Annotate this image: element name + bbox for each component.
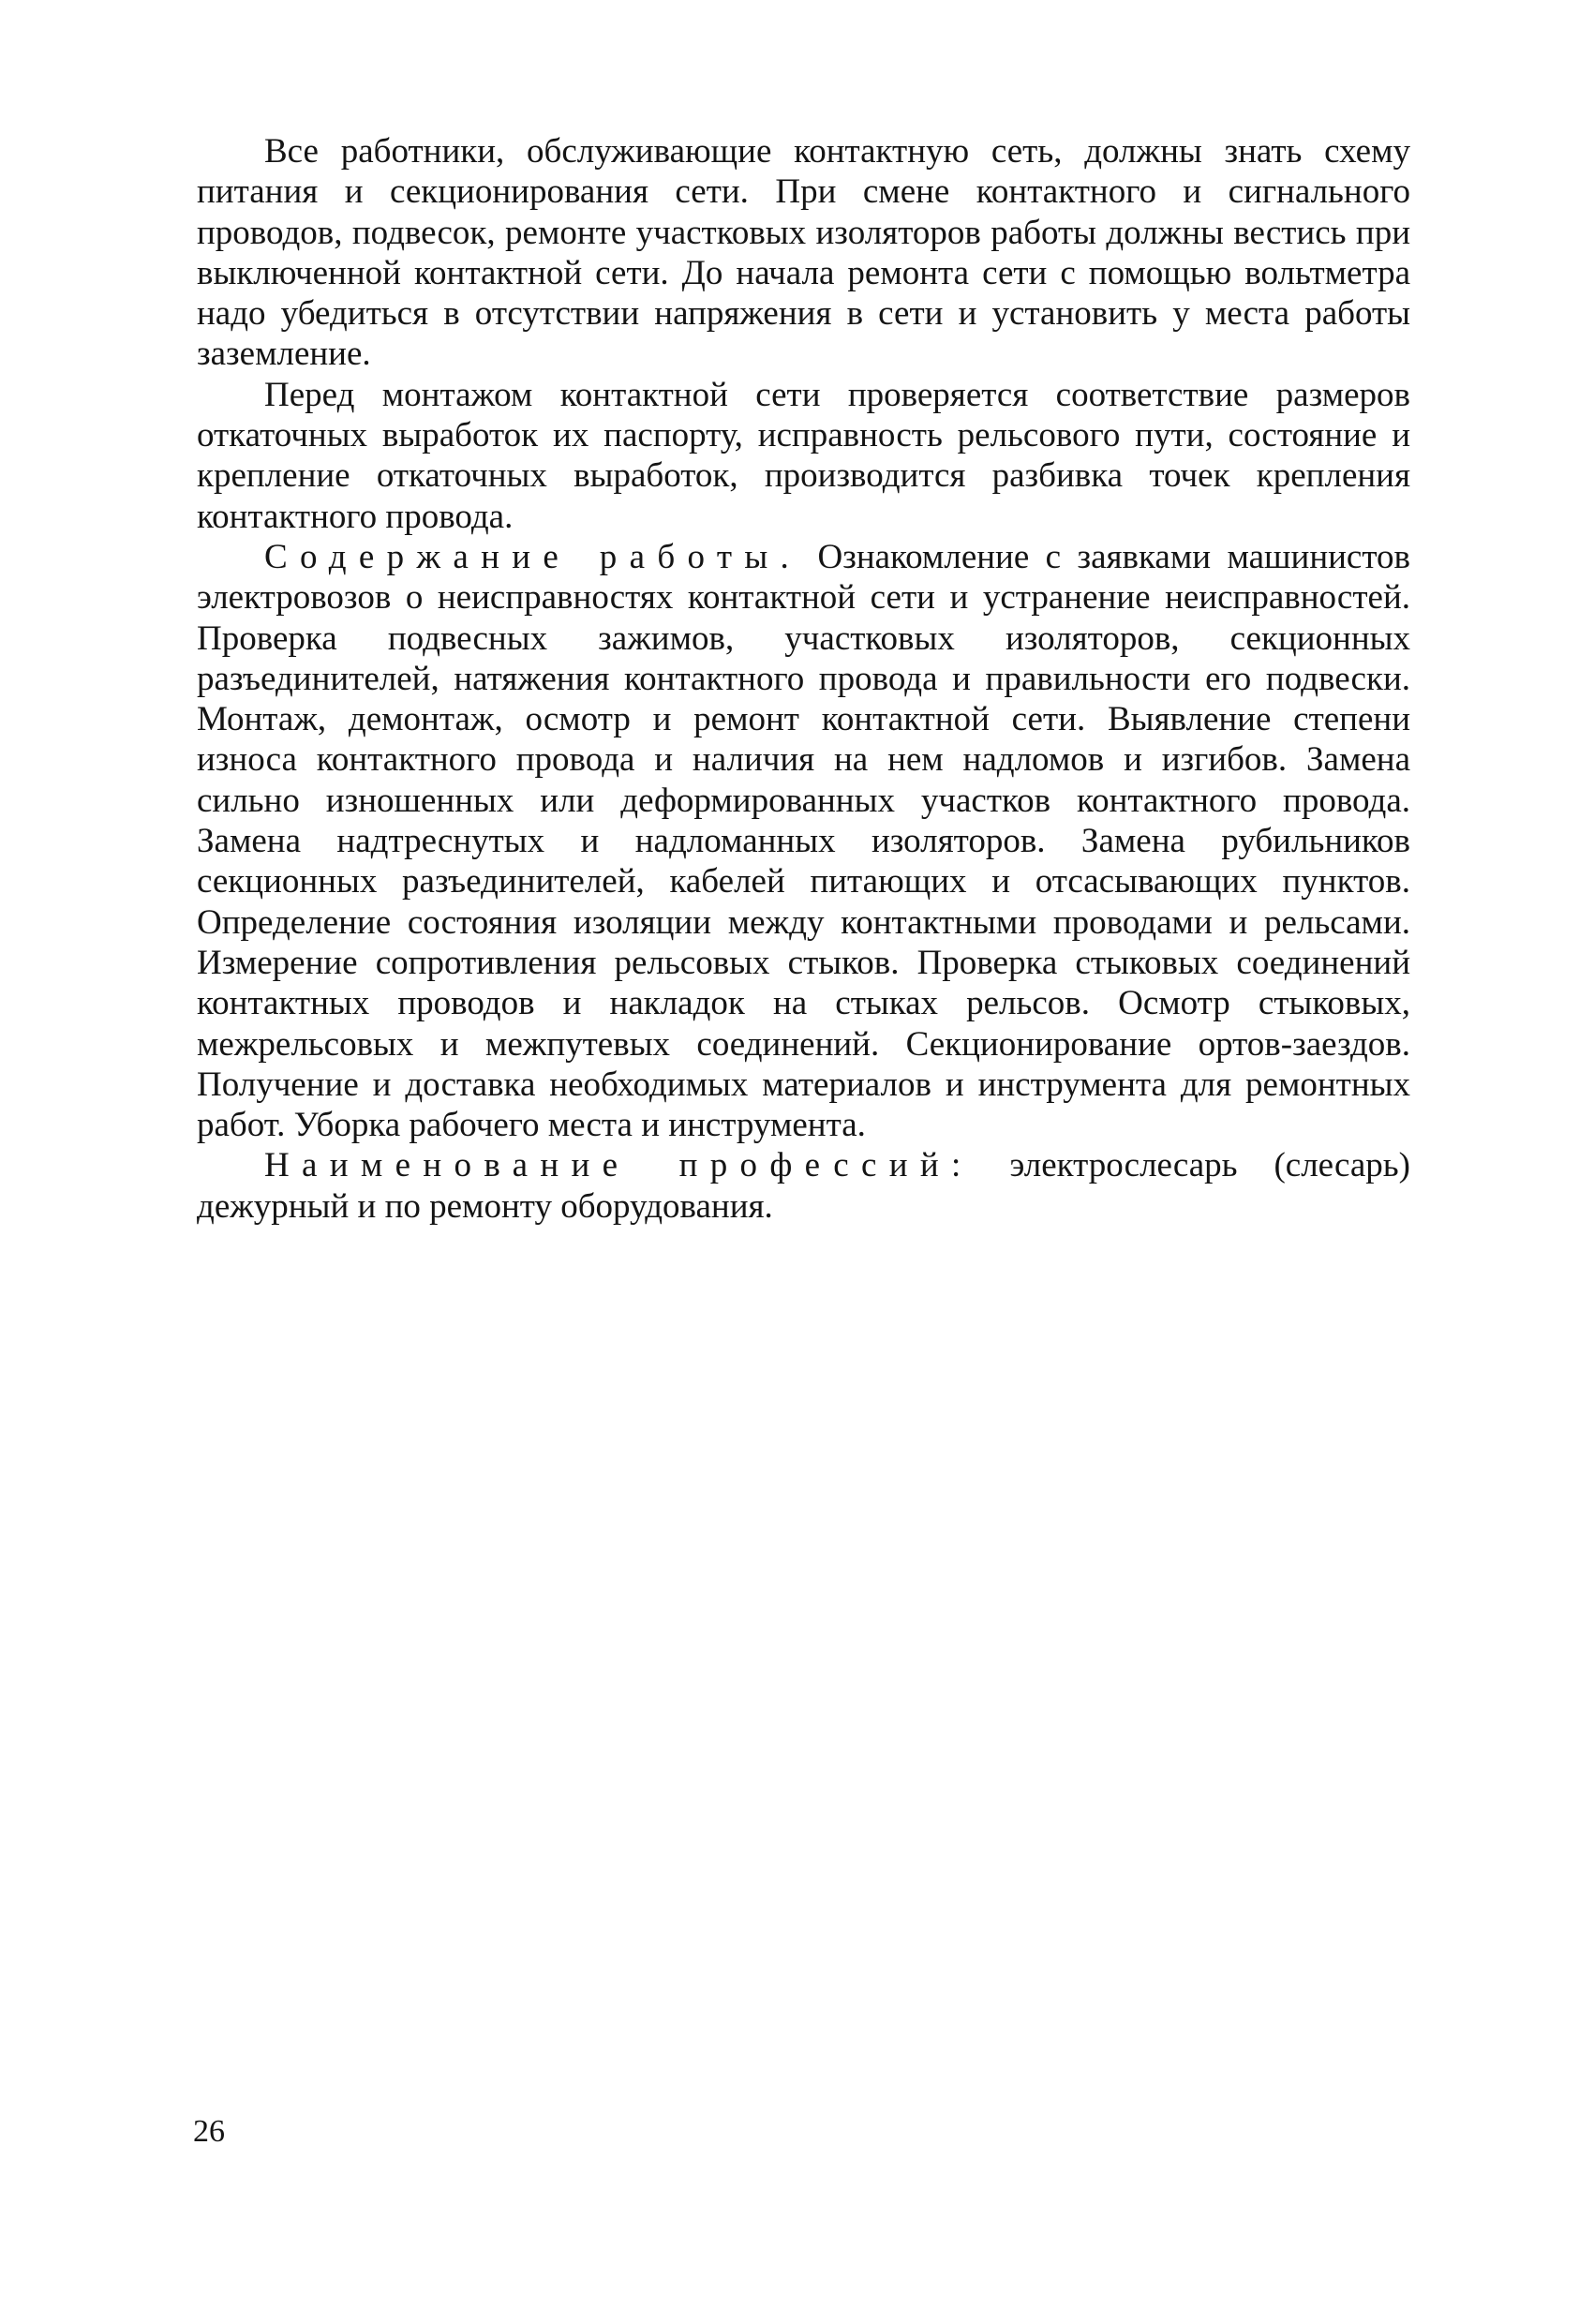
paragraph-text: Перед монтажом контактной сети проверяется соответствие размеров откаточных выработок их паспорту, исправность рельсового пути, состояние и крепление откаточных выработок, производится разбивка точек крепления контактного провода. <box>197 375 1410 536</box>
section-lead-professions: Наименование профессий: <box>264 1146 974 1185</box>
paragraph-safety <box>197 131 1410 375</box>
paragraph-text: Все работники, обслуживающие контактную сеть, должны знать схему питания и секционирования сети. При смене контактного и сигнального проводов, подвесок, ремонте участковых изоляторов работы должны вестись при выключенной контактной сети. До начала ремонта сети с помощью вольтметра надо убедиться в отсутствии напряжения в сети и установить у места работы заземление. <box>197 132 1410 374</box>
paragraph-preparation <box>197 375 1410 537</box>
body-text <box>197 131 1410 1227</box>
paragraph-text: электрослесарь (слесарь) дежурный и по ремонту оборудования. <box>197 1146 1411 1226</box>
page-number: 26 <box>193 2114 225 2149</box>
section-lead-work-content: Содержание работы. <box>264 537 802 576</box>
paragraph-professions <box>197 1145 1410 1227</box>
paragraph-work-content <box>197 537 1410 1145</box>
paragraph-text: Ознакомление с заявками машинистов электровозов о неисправностях контактной сети и устранение неисправностей. Проверка подвесных зажимов, участковых изоляторов, секционных разъединителей, натяжения контактного провода и правильности его подвески. Монтаж, демонтаж, осмотр и ремонт контактной сети. Выявление степени износа контактного провода и наличия на нем надломов и изгибов. Замена сильно изношенных или деформированных участков контактного провода. Замена надтреснутых и надломанных изоляторов. Замена рубильников секционных разъединителей, кабелей питающих и отсасывающих пунктов. Определение состояния изоляции между контактными проводами и рельсами. Измерение сопротивления рельсовых стыков. Проверка стыковых соединений контактных проводов и накладок на стыках рельсов. Осмотр стыковых, межрельсовых и межпутевых соединений. Секционирование ортов-заездов. Получение и доставка необходимых материалов и инструмента для ремонтных работ. Уборка рабочего места и инструмента. <box>197 537 1411 1145</box>
